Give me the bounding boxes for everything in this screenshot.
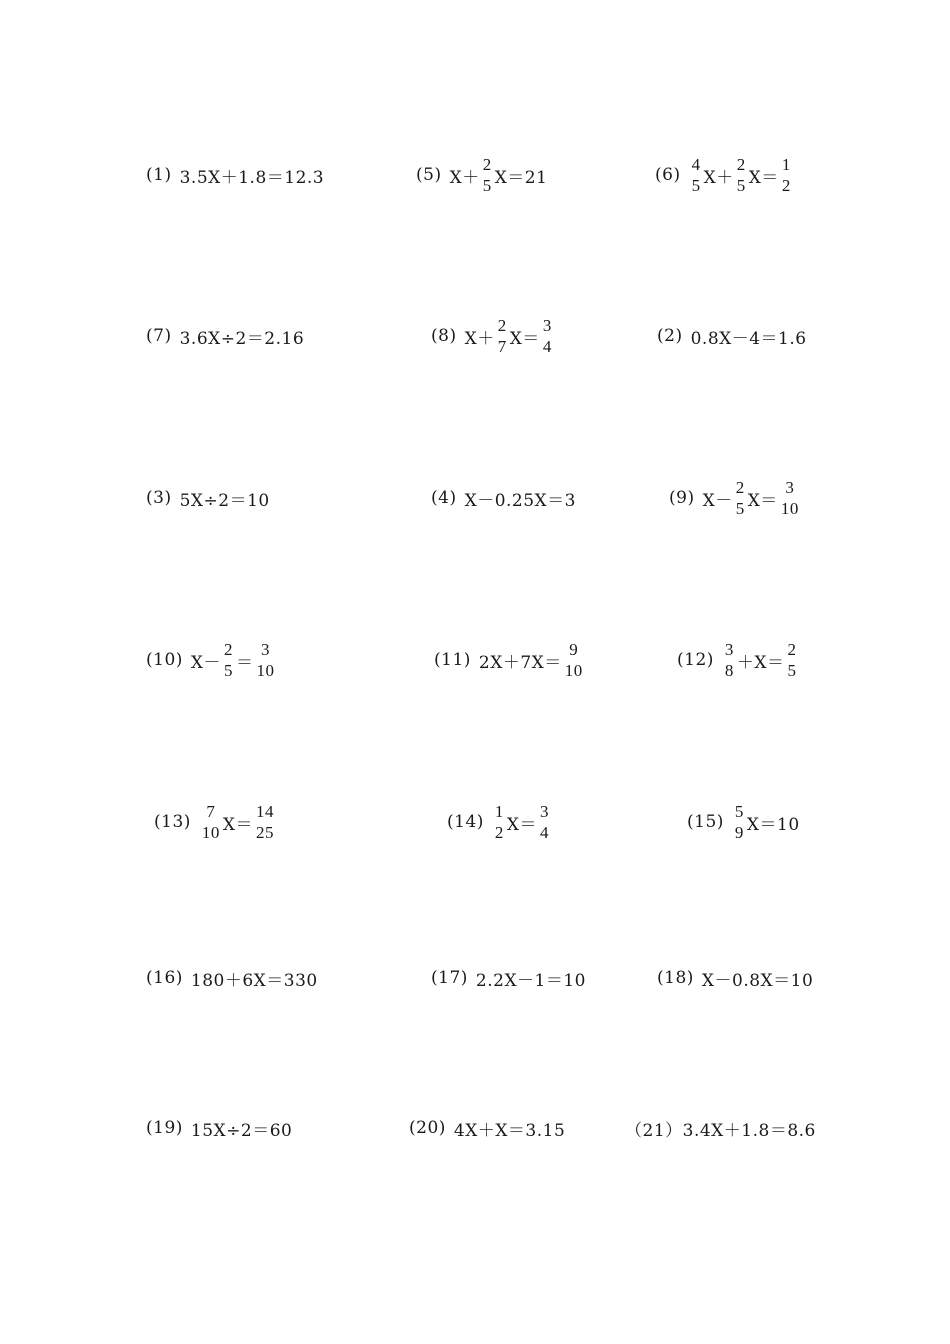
equation-3 xyxy=(146,478,270,518)
equation-number: (15) xyxy=(687,812,724,832)
equation-part: X－ xyxy=(702,490,733,511)
equation-text: X－0.8X＝10 xyxy=(701,970,814,991)
equation-1 xyxy=(146,155,324,195)
equation-number: (5) xyxy=(416,165,442,185)
fraction xyxy=(787,639,798,681)
equation-text: X－0.25X＝3 xyxy=(464,490,576,511)
equation-5 xyxy=(416,155,547,195)
equation-text: 15X÷2＝60 xyxy=(190,1120,293,1141)
denominator: 9 xyxy=(734,823,744,842)
numerator: 4 xyxy=(691,155,701,174)
equation-number: (20) xyxy=(409,1118,446,1138)
numerator: 3 xyxy=(261,640,271,659)
equation-13 xyxy=(154,802,277,842)
fraction xyxy=(735,477,746,519)
equation-part: X＋ xyxy=(449,167,480,188)
equation-12 xyxy=(677,640,800,680)
numerator: 9 xyxy=(569,640,579,659)
denominator: 4 xyxy=(542,337,552,356)
denominator: 8 xyxy=(724,661,734,680)
fraction xyxy=(223,639,234,681)
equation-part: X＝ xyxy=(509,328,540,349)
equation-4 xyxy=(431,478,576,518)
numerator: 2 xyxy=(787,640,797,659)
fraction xyxy=(781,154,792,196)
equation-15 xyxy=(687,802,800,842)
numerator: 7 xyxy=(206,802,216,821)
fraction xyxy=(780,477,800,519)
equation-number: (9) xyxy=(669,488,695,508)
equation-number: (14) xyxy=(447,812,484,832)
denominator: 2 xyxy=(781,176,791,195)
denominator: 5 xyxy=(691,176,701,195)
numerator: 1 xyxy=(781,155,791,174)
numerator: 2 xyxy=(482,155,492,174)
numerator: 3 xyxy=(785,478,795,497)
equation-part: X－ xyxy=(190,652,222,673)
equation-18 xyxy=(657,958,813,998)
equation-number: (7) xyxy=(146,326,172,346)
numerator: 3 xyxy=(540,802,550,821)
equation-part: X＝10 xyxy=(746,814,800,835)
equation-text: 3.4X＋1.8＝8.6 xyxy=(682,1120,816,1141)
numerator: 1 xyxy=(494,802,504,821)
equation-6 xyxy=(655,155,794,195)
equation-number: (11) xyxy=(434,650,471,670)
denominator: 4 xyxy=(540,823,550,842)
denominator: 10 xyxy=(780,499,799,518)
fraction xyxy=(497,315,508,357)
denominator: 10 xyxy=(256,661,275,680)
numerator: 2 xyxy=(736,155,746,174)
denominator: 5 xyxy=(482,176,492,195)
equation-number: (12) xyxy=(677,650,714,670)
equation-number: （21） xyxy=(625,1120,683,1141)
equation-20 xyxy=(409,1108,565,1148)
equation-2 xyxy=(657,316,807,356)
equation-9 xyxy=(669,478,802,518)
equation-part: 2X＋7X＝ xyxy=(478,652,562,673)
equation-text: 5X÷2＝10 xyxy=(179,490,270,511)
numerator: 5 xyxy=(734,802,744,821)
fraction xyxy=(256,639,276,681)
equation-number: (16) xyxy=(146,968,183,988)
equation-text: 0.8X－4＝1.6 xyxy=(690,328,807,349)
equation-number: (8) xyxy=(431,326,457,346)
fraction xyxy=(255,801,275,843)
fraction xyxy=(736,154,747,196)
denominator: 2 xyxy=(494,823,504,842)
equation-number: (4) xyxy=(431,488,457,508)
equation-part: ＝ xyxy=(236,652,254,673)
denominator: 5 xyxy=(787,661,797,680)
equation-text: 180＋6X＝330 xyxy=(190,970,318,991)
fraction xyxy=(494,801,505,843)
equation-text: 3.5X＋1.8＝12.3 xyxy=(179,167,325,188)
fraction xyxy=(734,801,745,843)
equation-number: (10) xyxy=(146,650,183,670)
fraction xyxy=(482,154,493,196)
equation-number: (17) xyxy=(431,968,468,988)
equation-19 xyxy=(146,1108,292,1148)
equation-part: X＝ xyxy=(747,490,778,511)
equation-7 xyxy=(146,316,304,356)
numerator: 2 xyxy=(497,316,507,335)
denominator: 10 xyxy=(201,823,220,842)
numerator: 2 xyxy=(735,478,745,497)
fraction xyxy=(724,639,735,681)
equation-number: (19) xyxy=(146,1118,183,1138)
denominator: 25 xyxy=(256,823,275,842)
fraction xyxy=(201,801,221,843)
equation-10 xyxy=(146,640,278,680)
equation-part: X＝ xyxy=(506,814,538,835)
denominator: 5 xyxy=(735,499,745,518)
numerator: 2 xyxy=(224,640,234,659)
equation-part: X＝ xyxy=(222,814,254,835)
equation-number: (13) xyxy=(154,812,191,832)
denominator: 7 xyxy=(497,337,507,356)
equation-part: X＝ xyxy=(748,167,779,188)
equation-8 xyxy=(431,316,555,356)
equation-17 xyxy=(431,958,586,998)
equation-11 xyxy=(434,640,586,680)
equation-number: (1) xyxy=(146,165,172,185)
denominator: 5 xyxy=(224,661,234,680)
equation-text: 4X＋X＝3.15 xyxy=(453,1120,566,1141)
equation-number: (18) xyxy=(657,968,694,988)
equation-part: X＋ xyxy=(703,167,734,188)
equation-21 xyxy=(625,1108,816,1148)
equation-number: (3) xyxy=(146,488,172,508)
equation-14 xyxy=(447,802,552,842)
equation-text: 3.6X÷2＝2.16 xyxy=(179,328,305,349)
equation-part: X＝21 xyxy=(494,167,548,188)
fraction xyxy=(691,154,702,196)
fraction xyxy=(539,801,550,843)
equation-part: X＋ xyxy=(464,328,495,349)
equation-number: (2) xyxy=(657,326,683,346)
fraction xyxy=(564,639,584,681)
equation-16 xyxy=(146,958,318,998)
equation-part: ＋X＝ xyxy=(736,652,785,673)
numerator: 14 xyxy=(256,802,275,821)
numerator: 3 xyxy=(542,316,552,335)
equation-number: (6) xyxy=(655,165,681,185)
fraction xyxy=(542,315,553,357)
denominator: 10 xyxy=(564,661,583,680)
denominator: 5 xyxy=(736,176,746,195)
equation-text: 2.2X－1＝10 xyxy=(475,970,586,991)
numerator: 3 xyxy=(724,640,734,659)
